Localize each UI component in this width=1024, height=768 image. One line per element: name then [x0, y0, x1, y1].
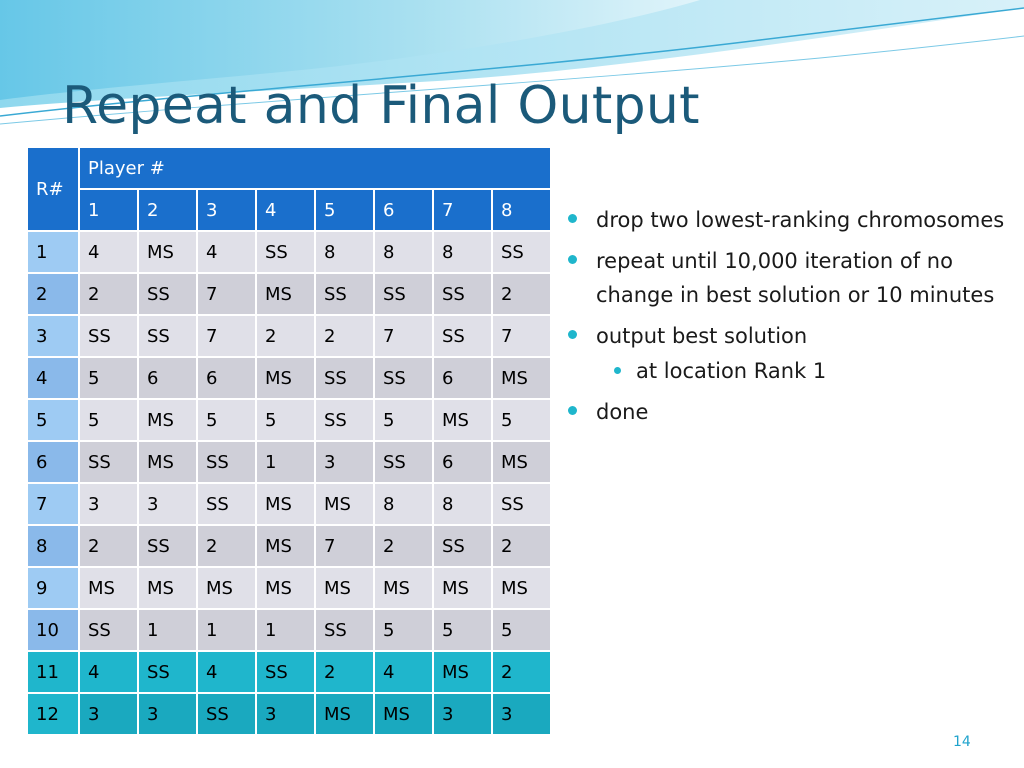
table-row [27, 651, 551, 693]
player-cell: SS [315, 357, 374, 399]
player-cell: SS [138, 273, 197, 315]
player-cell: 3 [79, 483, 138, 525]
rank-cell: 3 [27, 315, 79, 357]
player-cell: MS [138, 399, 197, 441]
player-cell: 7 [492, 315, 551, 357]
player-cell: MS [138, 231, 197, 273]
player-cell: SS [79, 609, 138, 651]
player-cell: 6 [138, 357, 197, 399]
player-cell: 2 [492, 651, 551, 693]
sub-bullet-text: at location Rank 1 [636, 359, 827, 383]
player-cell: 7 [374, 315, 433, 357]
slide-title: Repeat and Final Output [62, 76, 700, 136]
player-cell: SS [433, 315, 492, 357]
player-cell: MS [256, 567, 315, 609]
player-cell: SS [433, 525, 492, 567]
player-cell: 5 [374, 399, 433, 441]
player-cell: SS [197, 693, 256, 735]
table-row [27, 399, 551, 441]
table-body [27, 231, 551, 735]
player-cell: 6 [197, 357, 256, 399]
player-cell: 2 [197, 525, 256, 567]
player-cell: MS [374, 693, 433, 735]
player-cell: SS [374, 273, 433, 315]
player-number-header: 6 [374, 189, 433, 231]
rank-cell: 4 [27, 357, 79, 399]
bullet-list [566, 203, 1006, 436]
player-cell: MS [315, 567, 374, 609]
player-cell: SS [79, 441, 138, 483]
player-cell: MS [374, 567, 433, 609]
player-cell: SS [197, 483, 256, 525]
player-cell: 1 [197, 609, 256, 651]
player-cell: SS [315, 399, 374, 441]
player-cell: 5 [256, 399, 315, 441]
player-number-header: 5 [315, 189, 374, 231]
player-cell: 4 [197, 231, 256, 273]
player-cell: SS [138, 525, 197, 567]
player-number-header: 7 [433, 189, 492, 231]
player-cell: SS [79, 315, 138, 357]
table-row [27, 441, 551, 483]
player-cell: SS [197, 441, 256, 483]
player-cell: 7 [197, 273, 256, 315]
player-cell: 3 [315, 441, 374, 483]
player-cell: 5 [374, 609, 433, 651]
player-cell: SS [433, 273, 492, 315]
player-cell: 4 [79, 651, 138, 693]
bullet-item [566, 319, 1006, 353]
player-cell: SS [374, 441, 433, 483]
player-cell: 2 [492, 525, 551, 567]
player-cell: MS [492, 357, 551, 399]
rank-cell: 11 [27, 651, 79, 693]
player-cell: MS [256, 525, 315, 567]
bullet-text: drop two lowest-ranking chromosomes [596, 208, 1005, 232]
table-row [27, 525, 551, 567]
rank-cell: 5 [27, 399, 79, 441]
player-cell: 7 [197, 315, 256, 357]
player-cell: 6 [433, 357, 492, 399]
player-cell: SS [492, 231, 551, 273]
player-cell: 5 [79, 357, 138, 399]
player-cell: MS [138, 441, 197, 483]
player-rank-table [26, 146, 552, 736]
player-cell: MS [315, 483, 374, 525]
player-cell: MS [315, 693, 374, 735]
player-cell: 3 [138, 483, 197, 525]
player-cell: MS [433, 567, 492, 609]
player-cell: 4 [197, 651, 256, 693]
player-cell: 5 [433, 609, 492, 651]
player-cell: 2 [315, 651, 374, 693]
table-row [27, 315, 551, 357]
player-cell: 6 [433, 441, 492, 483]
rank-cell: 9 [27, 567, 79, 609]
player-cell: SS [138, 651, 197, 693]
player-cell: MS [138, 567, 197, 609]
rank-cell: 1 [27, 231, 79, 273]
bullet-text: done [596, 400, 649, 424]
player-number-header: 4 [256, 189, 315, 231]
player-column-header: Player # [79, 147, 551, 189]
player-cell: SS [256, 651, 315, 693]
player-cell: MS [433, 399, 492, 441]
player-cell: 1 [138, 609, 197, 651]
table-row [27, 609, 551, 651]
player-cell: 3 [433, 693, 492, 735]
player-number-header: 3 [197, 189, 256, 231]
player-cell: MS [433, 651, 492, 693]
player-cell: 3 [79, 693, 138, 735]
player-cell: 8 [374, 231, 433, 273]
bullet-dot-icon [568, 330, 577, 339]
player-cell: MS [197, 567, 256, 609]
player-cell: 8 [433, 231, 492, 273]
player-cell: 5 [79, 399, 138, 441]
rank-cell: 8 [27, 525, 79, 567]
player-cell: 8 [315, 231, 374, 273]
table-row [27, 567, 551, 609]
table-row [27, 357, 551, 399]
bullet-item [566, 244, 1006, 312]
player-cell: 1 [256, 609, 315, 651]
bullet-item [566, 203, 1006, 237]
rank-cell: 10 [27, 609, 79, 651]
player-cell: MS [256, 273, 315, 315]
table-row [27, 693, 551, 735]
player-cell: MS [256, 357, 315, 399]
player-cell: 2 [492, 273, 551, 315]
player-cell: 1 [256, 441, 315, 483]
rank-cell: 7 [27, 483, 79, 525]
player-cell: 4 [374, 651, 433, 693]
bullet-dot-icon [568, 255, 577, 264]
sub-bullet-item [566, 354, 1006, 388]
player-cell: 2 [79, 525, 138, 567]
slide-page-number: 14 [953, 734, 971, 750]
table-row [27, 231, 551, 273]
bullet-text: output best solution [596, 324, 808, 348]
player-cell: 4 [79, 231, 138, 273]
player-cell: 5 [492, 609, 551, 651]
bullet-item [566, 395, 1006, 429]
bullet-dot-icon [568, 406, 577, 415]
player-cell: 2 [256, 315, 315, 357]
player-cell: 8 [374, 483, 433, 525]
table-row [27, 483, 551, 525]
player-cell: 2 [79, 273, 138, 315]
player-cell: 8 [433, 483, 492, 525]
player-cell: SS [374, 357, 433, 399]
player-cell: SS [315, 273, 374, 315]
player-cell: MS [492, 567, 551, 609]
table-row [27, 273, 551, 315]
player-number-header: 2 [138, 189, 197, 231]
player-cell: MS [492, 441, 551, 483]
sub-bullet-dot-icon [614, 367, 621, 374]
player-cell: SS [256, 231, 315, 273]
player-number-header: 8 [492, 189, 551, 231]
player-cell: 5 [197, 399, 256, 441]
player-number-header: 1 [79, 189, 138, 231]
player-cell: MS [79, 567, 138, 609]
player-cell: SS [492, 483, 551, 525]
rank-cell: 12 [27, 693, 79, 735]
player-cell: 3 [256, 693, 315, 735]
player-cell: 3 [138, 693, 197, 735]
player-cell: SS [315, 609, 374, 651]
player-cell: MS [256, 483, 315, 525]
player-cell: 5 [492, 399, 551, 441]
rank-column-header: R# [27, 147, 79, 231]
bullet-text: repeat until 10,000 iteration of no change in best solution or 10 minutes [596, 249, 995, 307]
rank-cell: 6 [27, 441, 79, 483]
player-cell: 2 [374, 525, 433, 567]
player-cell: SS [138, 315, 197, 357]
player-cell: 7 [315, 525, 374, 567]
player-cell: 3 [492, 693, 551, 735]
player-cell: 2 [315, 315, 374, 357]
rank-cell: 2 [27, 273, 79, 315]
bullet-dot-icon [568, 214, 577, 223]
